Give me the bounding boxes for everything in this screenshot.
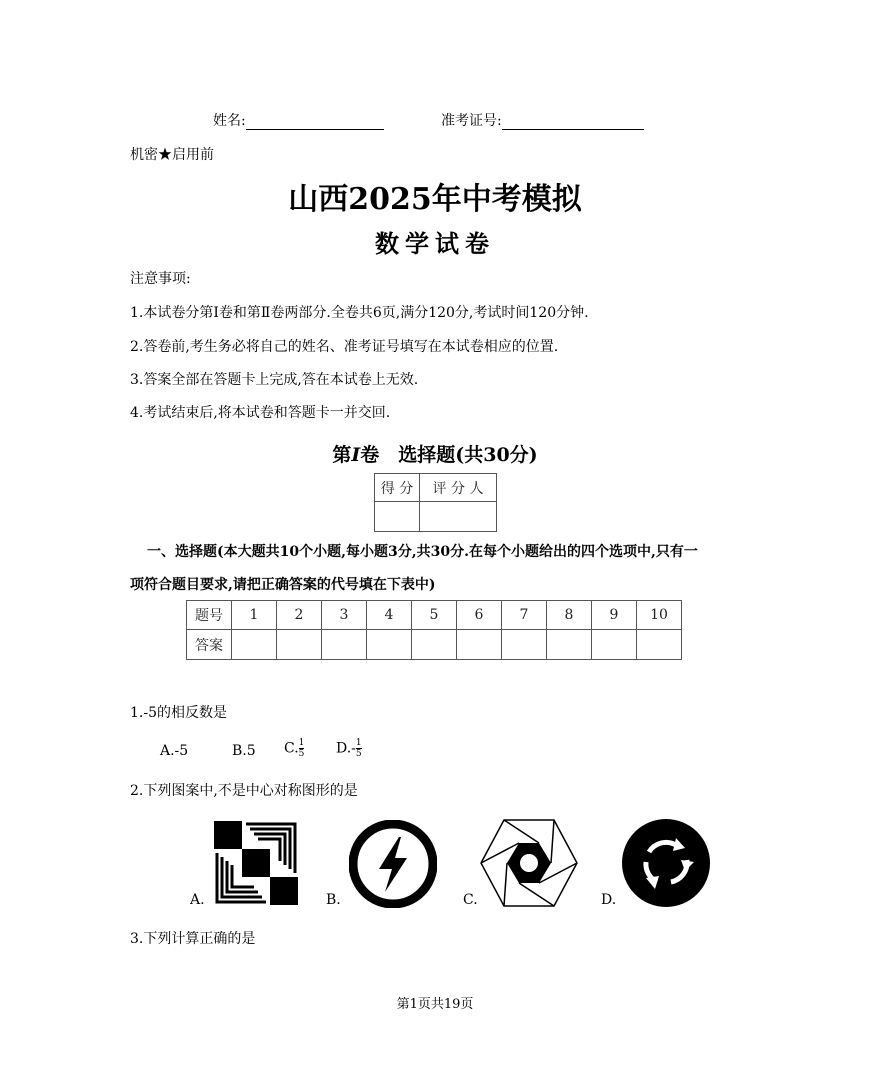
- q1-option-b: B.5: [232, 743, 256, 759]
- answer-cell[interactable]: [502, 630, 547, 660]
- id-field: [441, 112, 644, 130]
- q1-option-a: A.-5: [160, 743, 189, 759]
- answer-table: [186, 600, 682, 660]
- q2-label-c: C.: [463, 892, 478, 908]
- score-table: [374, 473, 497, 532]
- name-label: 姓名:: [213, 113, 246, 129]
- squares-pattern-icon: [214, 821, 298, 905]
- page-subtitle: 数学试卷: [375, 229, 495, 258]
- grader-cell[interactable]: [420, 502, 497, 532]
- answer-table-number: 7: [502, 601, 547, 630]
- q2-label-a: A.: [190, 892, 205, 908]
- id-label: 准考证号:: [441, 113, 502, 129]
- notice-heading: 注意事项:: [130, 271, 191, 287]
- answer-table-number: 3: [322, 601, 367, 630]
- answer-table-number: 4: [367, 601, 412, 630]
- id-blank: [502, 113, 644, 130]
- q1-c-fraction: $\frac{1}{5}$: [298, 738, 305, 759]
- answer-cell[interactable]: [547, 630, 592, 660]
- score-cell[interactable]: [375, 502, 420, 532]
- q2-label-b: B.: [326, 892, 341, 908]
- answer-cell[interactable]: [637, 630, 682, 660]
- page-footer: 第1页共19页: [396, 997, 474, 1012]
- part1-intro-line1: 一、选择题(本大题共10个小题,每小题3分,共30分.在每个小题给出的四个选项中,只有一: [147, 544, 698, 560]
- q1-stem: 1.-5的相反数是: [130, 705, 227, 721]
- answer-cell[interactable]: [412, 630, 457, 660]
- answer-cell[interactable]: [457, 630, 502, 660]
- answer-cell[interactable]: [322, 630, 367, 660]
- recycle-arrows-icon: [621, 818, 711, 908]
- answer-table-number: 1: [232, 601, 277, 630]
- grader-header: 评 分 人: [420, 474, 497, 502]
- q2-stem: 2.下列图案中,不是中心对称图形的是: [130, 783, 358, 799]
- hexagon-shutter-icon: [479, 818, 579, 908]
- answer-cell[interactable]: [592, 630, 637, 660]
- answer-table-number: 8: [547, 601, 592, 630]
- answer-table-number: 10: [637, 601, 682, 630]
- notice-item-1: 1.本试卷分第Ⅰ卷和第Ⅱ卷两部分.全卷共6页,满分120分,考试时间120分钟.: [130, 305, 589, 321]
- answer-table-number-label: 题号: [187, 601, 232, 630]
- q1-d-fraction: $\frac{1}{5}$: [355, 738, 362, 759]
- answer-table-number: 2: [277, 601, 322, 630]
- notice-item-2: 2.答卷前,考生务必将自己的姓名、准考证号填写在本试卷相应的位置.: [130, 339, 559, 355]
- answer-table-answer-label: 答案: [187, 630, 232, 660]
- notice-item-4: 4.考试结束后,将本试卷和答题卡一并交回.: [130, 405, 391, 421]
- q2-label-d: D.: [601, 892, 617, 908]
- q3-stem: 3.下列计算正确的是: [130, 931, 256, 947]
- name-blank: [246, 113, 384, 130]
- part1-intro-line2: 项符合题目要求,请把正确答案的代号填在下表中): [130, 577, 436, 593]
- section-title: 第I卷 选择题(共30分): [332, 444, 538, 466]
- answer-cell[interactable]: [277, 630, 322, 660]
- page-title: 山西2025年中考模拟: [288, 182, 582, 217]
- score-header: 得 分: [375, 474, 420, 502]
- answer-cell[interactable]: [232, 630, 277, 660]
- q1-option-c: C. $\frac{1}{5}$: [284, 738, 305, 759]
- lightning-circle-icon: [349, 820, 437, 908]
- answer-table-number: 9: [592, 601, 637, 630]
- answer-cell[interactable]: [367, 630, 412, 660]
- secret-mark: 机密★启用前: [130, 147, 214, 163]
- answer-table-number: 6: [457, 601, 502, 630]
- name-field: [213, 112, 384, 130]
- answer-table-number: 5: [412, 601, 457, 630]
- notice-item-3: 3.答案全部在答题卡上完成,答在本试卷上无效.: [130, 372, 419, 388]
- q1-option-d: D.- $\frac{1}{5}$: [336, 738, 362, 759]
